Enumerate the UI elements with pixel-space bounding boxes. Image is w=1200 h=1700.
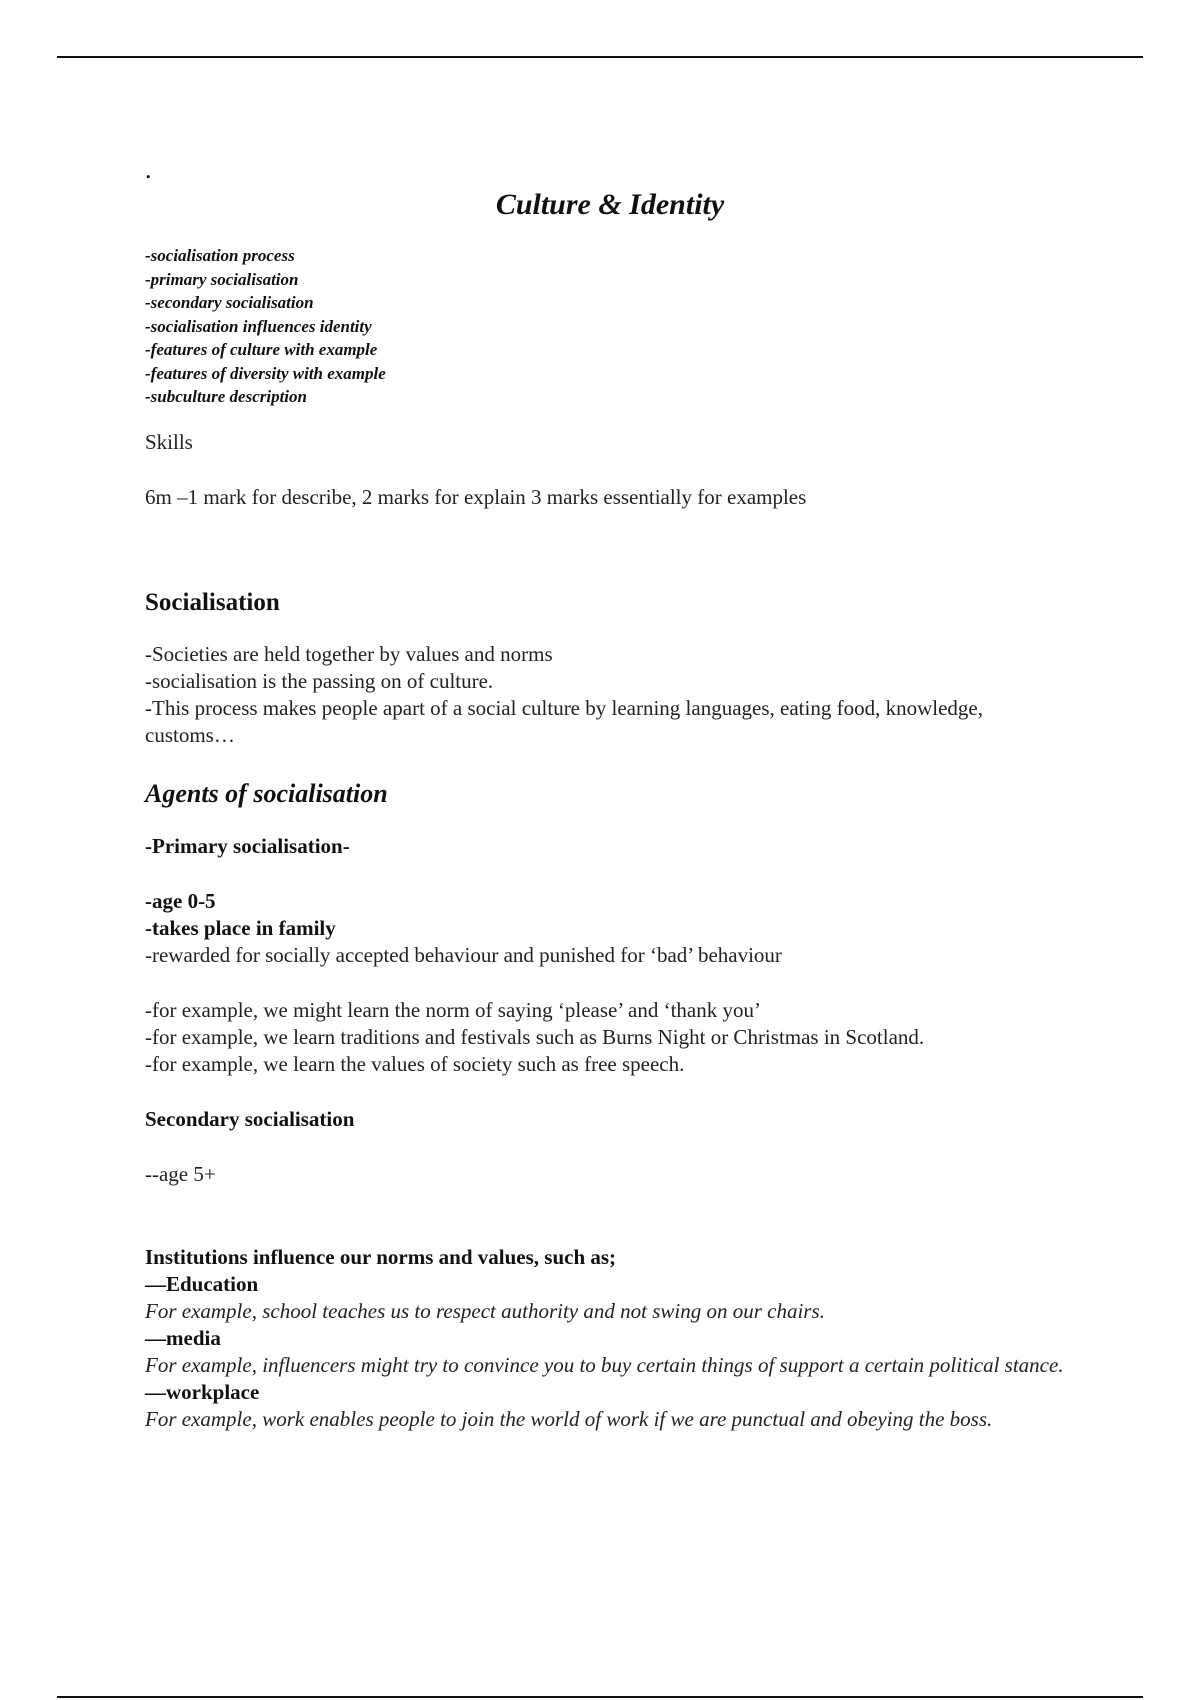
topic-item: -primary socialisation xyxy=(145,269,299,289)
institution-name: —workplace xyxy=(145,1379,260,1404)
institution-example: For example, work enables people to join the world of work if we are punctual and obeying the boss. xyxy=(145,1406,993,1431)
marks-text: 6m –1 mark for describe, 2 marks for explain 3 marks essentially for examples xyxy=(145,484,807,509)
top-rule xyxy=(57,56,1143,58)
topic-item: -subculture description xyxy=(145,387,307,406)
primary-detail: -takes place in family xyxy=(145,915,336,940)
institution-name: —media xyxy=(145,1325,221,1350)
secondary-age: --age 5+ xyxy=(145,1161,216,1186)
topic-item: -socialisation influences identity xyxy=(145,316,372,336)
primary-detail: -age 0-5 xyxy=(145,888,216,913)
bullet-dot: . xyxy=(145,155,152,184)
document-body xyxy=(145,155,1075,1433)
example-line: -for example, we might learn the norm of saying ‘please’ and ‘thank you’ xyxy=(145,997,761,1022)
bottom-rule xyxy=(57,1696,1143,1698)
example-line: -for example, we learn the values of society such as free speech. xyxy=(145,1051,685,1076)
topic-item: -features of diversity with example xyxy=(145,363,386,383)
section-heading-agents: Agents of socialisation xyxy=(145,778,388,808)
page-title: Culture & Identity xyxy=(495,188,725,221)
topic-item: -secondary socialisation xyxy=(145,293,314,312)
secondary-heading: Secondary socialisation xyxy=(145,1106,355,1131)
section-heading-socialisation: Socialisation xyxy=(145,588,280,616)
institution-example: For example, influencers might try to convince you to buy certain things of support a certain political stance. xyxy=(145,1352,1064,1377)
primary-heading: -Primary socialisation- xyxy=(145,833,350,858)
socialisation-line: -socialisation is the passing on of culture. xyxy=(145,668,494,693)
primary-line: -rewarded for socially accepted behaviour and punished for ‘bad’ behaviour xyxy=(145,942,782,967)
institution-example: For example, school teaches us to respect authority and not swing on our chairs. xyxy=(145,1298,825,1323)
topic-list xyxy=(145,244,1075,409)
institutions-heading: Institutions influence our norms and values, such as; xyxy=(145,1244,617,1269)
institution-name: —Education xyxy=(145,1271,259,1296)
socialisation-line: -This process makes people apart of a social culture by learning languages, eating food, knowledge, customs… xyxy=(145,695,983,747)
example-line: -for example, we learn traditions and festivals such as Burns Night or Christmas in Scotland. xyxy=(145,1024,925,1049)
socialisation-line: -Societies are held together by values and norms xyxy=(145,641,553,666)
skills-label: Skills xyxy=(145,429,193,454)
topic-item: -socialisation process xyxy=(145,246,295,265)
topic-item: -features of culture with example xyxy=(145,340,378,359)
